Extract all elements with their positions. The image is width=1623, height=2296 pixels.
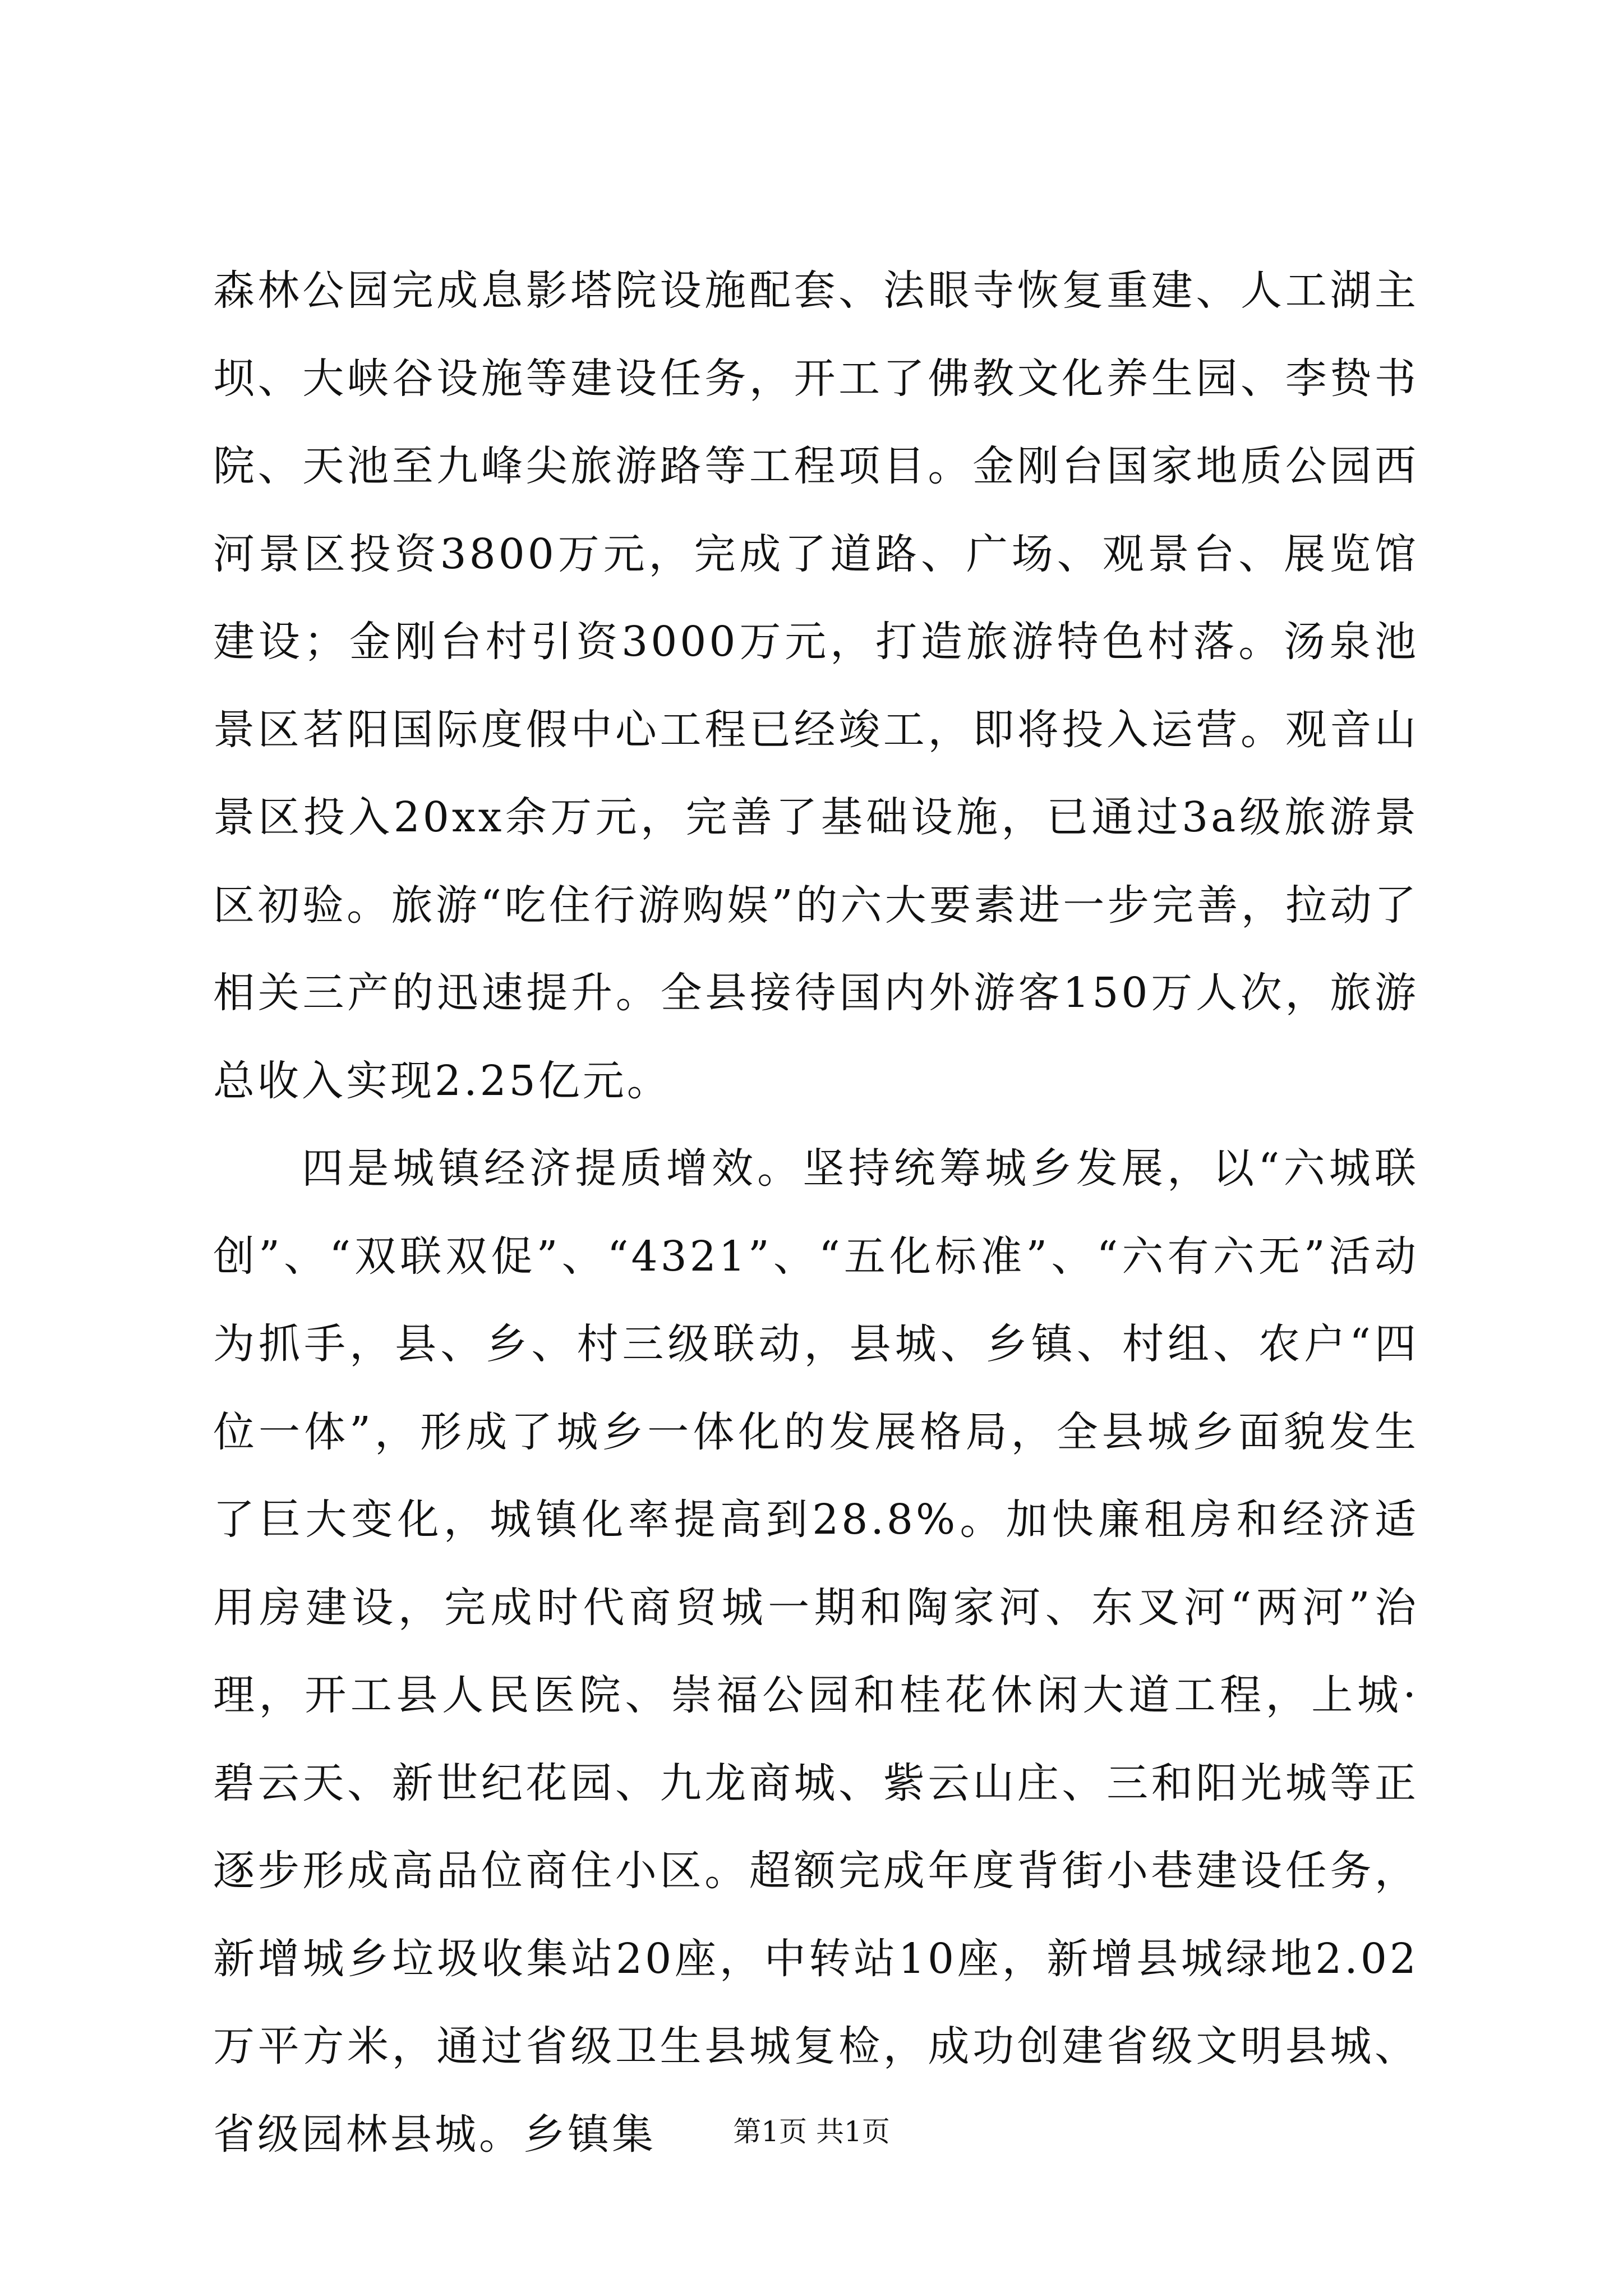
paragraph-tourism: 森林公园完成息影塔院设施配套、法眼寺恢复重建、人工湖主坝、大峡谷设施等建设任务，开工了佛教文化养生园、李贽书院、天池至九峰尖旅游路等工程项目。金刚台国家地质公园西河景区投资3800万元，完成了道路、广场、观景台、展览馆建设；金刚台村引资3000万元，打造旅游特色村落。汤泉池景区茗阳国际度假中心工程已经竣工，即将投入运营。观音山景区投入20xx余万元，完善了基础设施，已通过3a级旅游景区初验。旅游“吃住行游购娱”的六大要素进一步完善，拉动了相关三产的迅速提升。全县接待国内外游客150万人次，旅游总收入实现2.25亿元。	[213, 266, 1419, 1105]
paragraph-urban-economy: 四是城镇经济提质增效。坚持统筹城乡发展，以“六城联创”、“双联双促”、“4321”、“五化标准”、“六有六无”活动为抓手，县、乡、村三级联动，县城、乡镇、村组、农户“四位一体”，形成了城乡一体化的发展格局，全县城乡面貌发生了巨大变化，城镇化率提高到28.8%。加快廉租房和经济适用房建设，完成时代商贸城一期和陶家河、东叉河“两河”治理，开工县人民医院、崇福公园和桂花休闲大道工程，上城·碧云天、新世纪花园、九龙商城、紫云山庄、三和阳光城等正逐步形成高品位商住小区。超额完成年度背街小巷建设任务，新增城乡垃圾收集站20座，中转站10座，新增县城绿地2.02万平方米，通过省级卫生县城复检，成功创建省级文明县城、省级园林县城。乡镇集	[213, 1144, 1419, 2159]
document-body	[213, 247, 1419, 2178]
page-footer: 第1页 共1页	[733, 2115, 890, 2148]
